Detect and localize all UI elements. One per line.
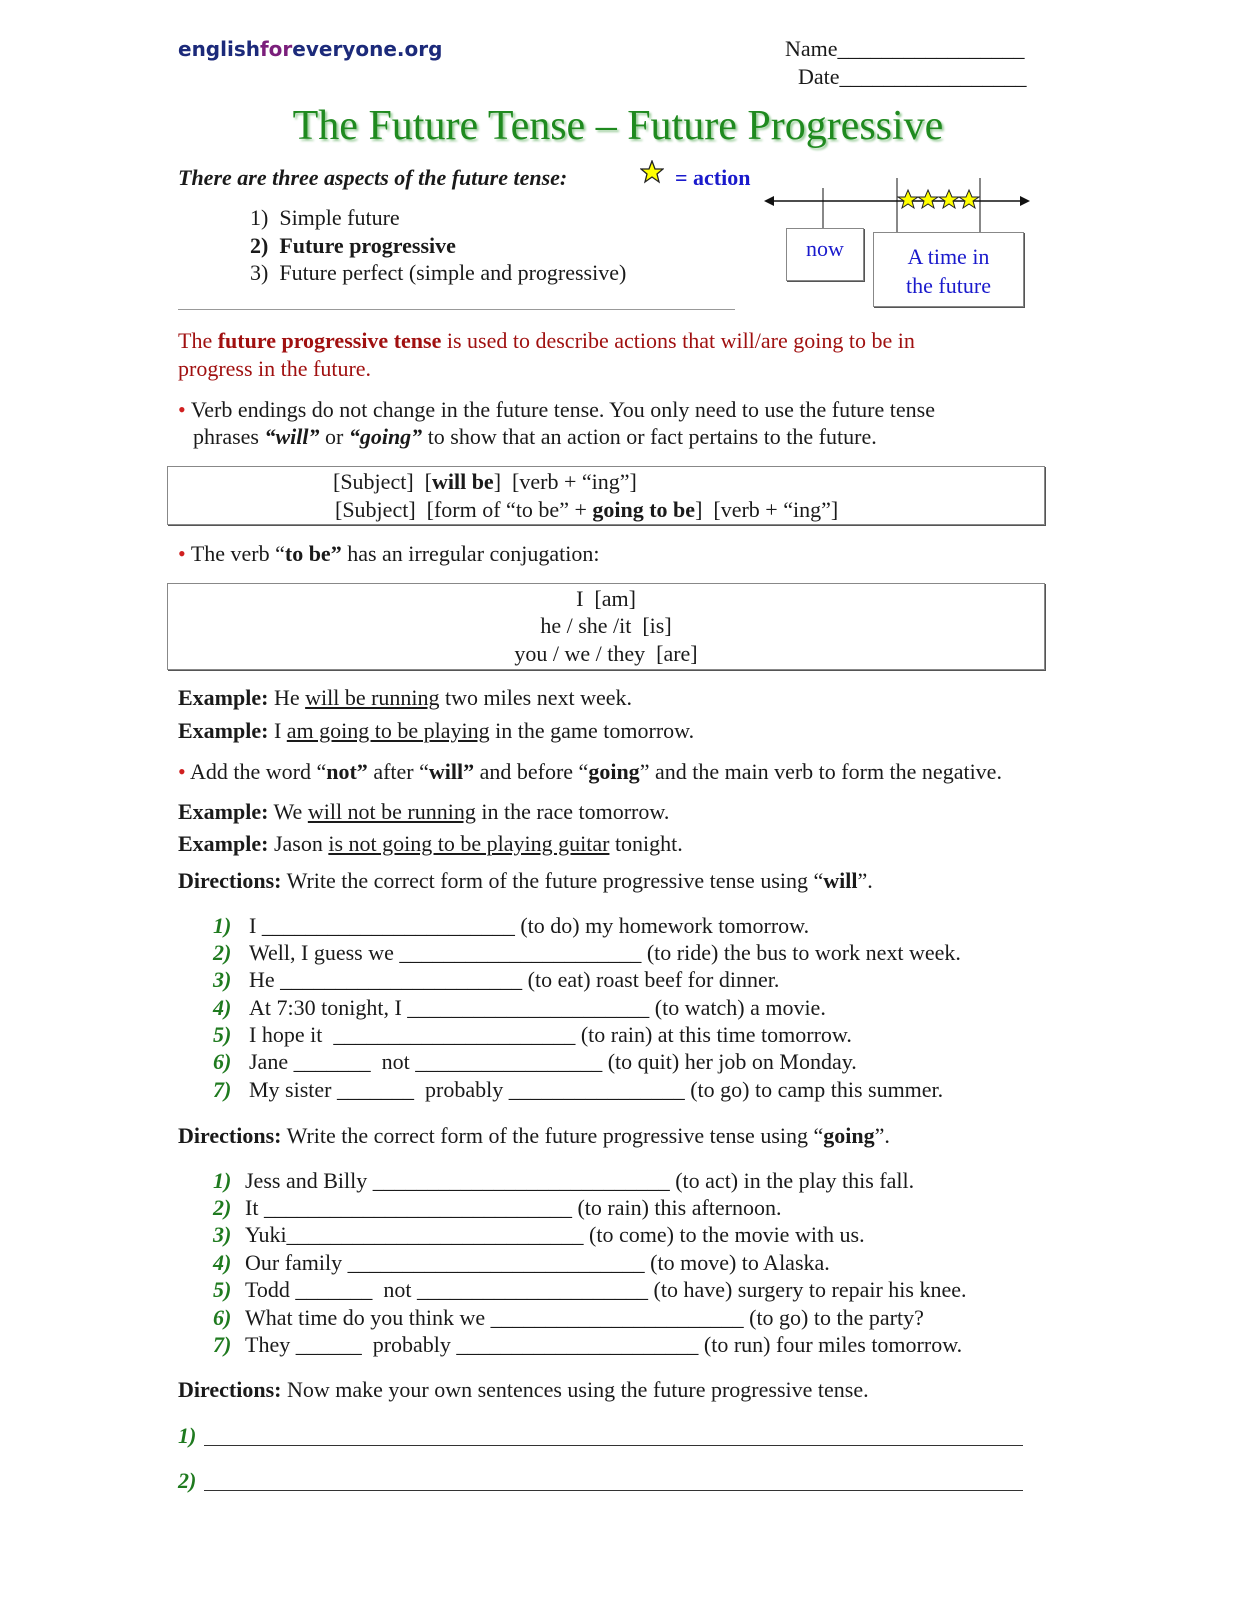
exercise-number: 7) — [213, 1077, 232, 1102]
formula-will: [Subject] [will be] [verb + “ing”] — [333, 469, 637, 494]
exercise-item[interactable]: He ______________________ (to eat) roast beef for dinner. — [249, 967, 780, 992]
exercise-number: 2) — [213, 940, 232, 965]
answer-line[interactable] — [204, 1445, 1023, 1446]
exercise-number: 3) — [213, 1222, 232, 1247]
aspects-intro: There are three aspects of the future tense: — [178, 165, 568, 190]
exercise-number: 5) — [213, 1022, 232, 1047]
bullet-to-be: • The verb “to be” has an irregular conjugation: — [178, 541, 600, 566]
example: Example: He will be running two miles next week. — [178, 685, 633, 710]
exercise-item[interactable]: Our family ___________________________ (to move) to Alaska. — [245, 1250, 830, 1275]
exercise-item[interactable]: They ______ probably ______________________ (to run) four miles tomorrow. — [245, 1332, 963, 1357]
exercise-number: 6) — [213, 1049, 232, 1074]
bullet-verb-endings-line2: phrases “will” or “going” to show that an action or fact pertains to the future. — [193, 424, 877, 449]
directions-going: Directions: Write the correct form of the future progressive tense using “going”. — [178, 1123, 890, 1148]
exercise-item[interactable]: Well, I guess we ______________________ (to ride) the bus to work next week. — [249, 940, 961, 965]
exercise-number: 1) — [213, 1168, 232, 1193]
aspect-item: 3) Future perfect (simple and progressive) — [250, 260, 627, 285]
exercise-number: 1) — [213, 913, 232, 938]
exercise-number: 4) — [213, 995, 232, 1020]
conjugation-row: I [am] — [576, 586, 636, 611]
exercise-number: 2) — [213, 1195, 232, 1220]
exercise-item[interactable]: It ____________________________ (to rain) this afternoon. — [245, 1195, 782, 1220]
action-legend: = action — [675, 165, 751, 190]
divider — [178, 309, 735, 310]
definition: The future progressive tense is used to describe actions that will/are going to be in — [178, 328, 915, 353]
site-logo: englishforeveryone.org — [178, 37, 443, 61]
conjugation-row: he / she /it [is] — [540, 613, 672, 638]
aspect-item: 1) Simple future — [250, 205, 400, 230]
directions-will: Directions: Write the correct form of the future progressive tense using “will”. — [178, 868, 873, 893]
conjugation-row: you / we / they [are] — [514, 641, 698, 666]
star-icon — [640, 160, 664, 184]
exercise-item[interactable]: Jane _______ not _________________ (to quit) her job on Monday. — [249, 1049, 857, 1074]
exercise-number: 6) — [213, 1305, 232, 1330]
example: Example: We will not be running in the race tomorrow. — [178, 799, 670, 824]
directions-own: Directions: Now make your own sentences using the future progressive tense. — [178, 1377, 869, 1402]
name-field[interactable]: Name_________________ — [785, 36, 1025, 61]
exercise-item[interactable]: I hope it ______________________ (to rain) at this time tomorrow. — [249, 1022, 852, 1047]
own-number: 1) — [178, 1423, 197, 1448]
own-number: 2) — [178, 1468, 197, 1493]
bullet-negative: • Add the word “not” after “will” and before “going” and the main verb to form the negative. — [178, 759, 1002, 784]
exercise-number: 4) — [213, 1250, 232, 1275]
exercise-item[interactable]: What time do you think we _______________________ (to go) to the party? — [245, 1305, 924, 1330]
exercise-item[interactable]: Jess and Billy ___________________________ (to act) in the play this fall. — [245, 1168, 915, 1193]
exercise-item[interactable]: Todd _______ not _____________________ (to have) surgery to repair his knee. — [245, 1277, 967, 1302]
exercise-number: 7) — [213, 1332, 232, 1357]
exercise-item[interactable]: At 7:30 tonight, I ______________________ (to watch) a movie. — [249, 995, 826, 1020]
exercise-item[interactable]: I _______________________ (to do) my homework tomorrow. — [249, 913, 810, 938]
exercise-number: 5) — [213, 1277, 232, 1302]
now-box: now — [786, 228, 864, 281]
definition-line2: progress in the future. — [178, 356, 372, 381]
page-title: The Future Tense – Future Progressive — [292, 103, 944, 149]
formula-going: [Subject] [form of “to be” + going to be] [verb + “ing”] — [335, 497, 839, 522]
example: Example: Jason is not going to be playing guitar tonight. — [178, 831, 683, 856]
future-box: A time in the future — [873, 232, 1024, 307]
date-field[interactable]: Date_________________ — [798, 64, 1027, 89]
bullet-verb-endings: • Verb endings do not change in the future tense. You only need to use the future tense — [178, 397, 935, 422]
answer-line[interactable] — [204, 1490, 1023, 1491]
example: Example: I am going to be playing in the game tomorrow. — [178, 718, 695, 743]
exercise-item[interactable]: Yuki___________________________ (to come) to the movie with us. — [245, 1222, 865, 1247]
aspect-item: 2) Future progressive — [250, 233, 456, 258]
exercise-item[interactable]: My sister _______ probably ________________ (to go) to camp this summer. — [249, 1077, 944, 1102]
exercise-number: 3) — [213, 967, 232, 992]
